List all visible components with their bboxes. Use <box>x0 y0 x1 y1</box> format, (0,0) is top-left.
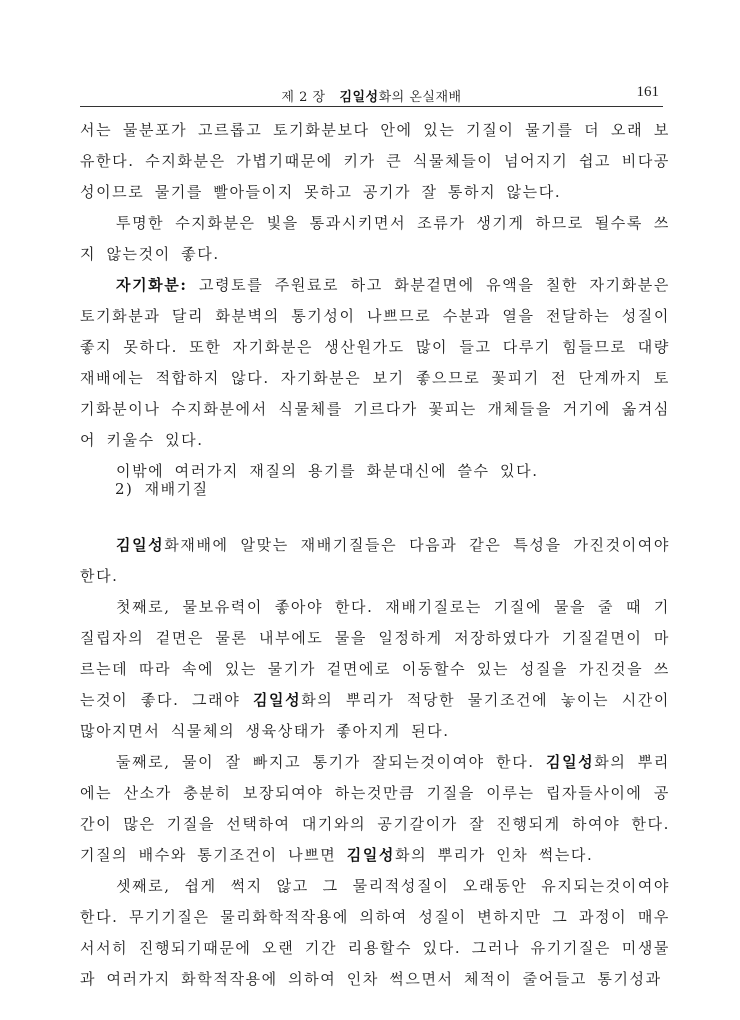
header-title-rest: 화의 온실재배 <box>378 90 462 105</box>
section-heading: 2) 재배기질 <box>115 480 209 498</box>
header-title-bold: 김일성 <box>339 90 379 105</box>
paragraph: 셋째로, 쉽게 썩지 않고 그 물리적성질이 오래동안 유지되는것이여야 한다. 무기기질은 물리화학적작용에 의하여 성질이 변하지만 그 과정이 매우 서서히 진행되기때문에 오랜 기간 리용할수 있다. 그러나 유기기질은 미생물과 여러가지 화학적작용에 의하여 인차 썩으면서 체적이 줄어들고 통기성과 <box>80 877 670 988</box>
paragraph: 둘째로, 물이 잘 빠지고 통기가 잘되는것이여야 한다. 김일성화의 뿌리에는 산소가 충분히 보장되여야 하는것만큼 기질을 이루는 립자들사이에 공간이 많은 기질을 선택하여 대기와의 공기갈이가 잘 진행되게 하여야 한다. 기질의 배수와 통기조건이 나쁘면 김일성화의 뿌리가 인차 썩는다. <box>80 753 670 864</box>
body-text-top <box>80 115 670 487</box>
running-header <box>80 84 663 107</box>
paragraph: 첫째로, 물보유력이 좋아야 한다. 재배기질로는 기질에 물을 줄 때 기질립자의 겉면은 물론 내부에도 물을 일정하게 저장하였다가 기질겉면이 마르는데 따라 속에 있는 물기가 겉면에로 이동할수 있는 성질을 가진것을 쓰는것이 좋다. 그래야 김일성화의 뿌리가 적당한 물기조건에 놓이는 시간이 많아지면서 식물체의 생육상태가 좋아지게 된다. <box>80 598 670 740</box>
paragraph: 자기화분: 고령토를 주원료로 하고 화분겉면에 유액을 칠한 자기화분은 토기화분과 달리 화분벽의 통기성이 나쁘므로 수분과 열을 전달하는 성질이 좋지 못하다. 또한 자기화분은 생산원가도 많이 들고 다루기 힘들므로 대량재배에는 적합하지 않다. 자기화분은 보기 좋으므로 꽃피기 전 단계까지 토기화분이나 수지화분에서 식물체를 기르다가 꽃피는 개체들을 거기에 옮겨심어 키울수 있다. <box>80 276 670 449</box>
body-text-bottom <box>80 530 670 995</box>
paragraph: 이밖에 여러가지 재질의 용기를 화분대신에 쓸수 있다. <box>116 462 539 480</box>
paragraph: 투명한 수지화분은 빛을 통과시키면서 조류가 생기게 하므로 될수록 쓰지 않는것이 좋다. <box>80 214 670 263</box>
chapter-label: 제 2 장 <box>281 90 326 105</box>
page-number: 161 <box>636 84 659 100</box>
paragraph: 김일성화재배에 알맞는 재배기질들은 다음과 같은 특성을 가진것이여야 한다. <box>80 536 670 585</box>
header-title <box>80 86 663 105</box>
paragraph: 서는 물분포가 고르롭고 토기화분보다 안에 있는 기질이 물기를 더 오래 보유한다. 수지화분은 가볍기때문에 키가 큰 식물체들이 넘어지기 쉽고 비다공성이므로 물기를 빨아들이지 못하고 공기가 잘 통하지 않는다. <box>80 121 670 201</box>
